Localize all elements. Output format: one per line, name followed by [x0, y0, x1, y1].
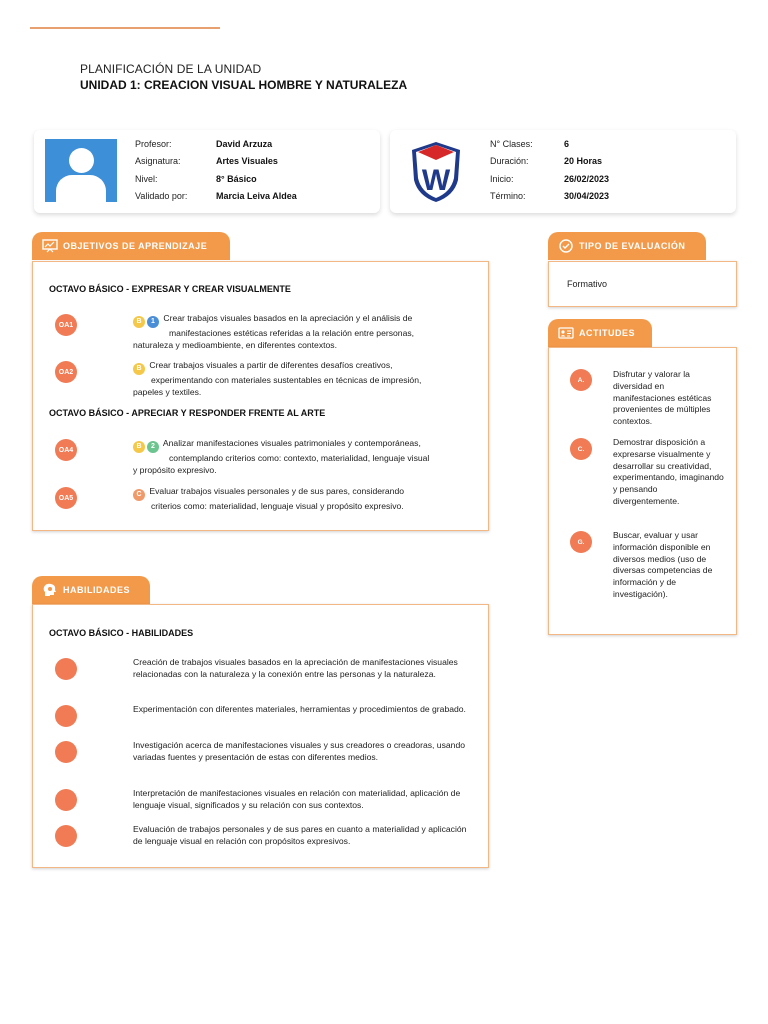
actitud-text: Buscar, evaluar y usar información disponible en diversos medios (uso de diversas competencias de información y de investigación). [613, 530, 713, 599]
actitudes-panel [548, 347, 737, 635]
page-title: PLANIFICACIÓN DE LA UNIDAD [80, 62, 262, 76]
oa-line: Analizar manifestaciones visuales patrimoniales y contemporáneas, [162, 438, 421, 448]
section-heading: OCTAVO BÁSICO - HABILIDADES [49, 628, 194, 638]
tab-actitudes [548, 319, 652, 347]
field-label: Profesor: [135, 139, 172, 149]
field-value: 20 Horas [564, 156, 603, 166]
tab-label: TIPO DE EVALUACIÓN [579, 241, 686, 251]
avatar-body [56, 175, 106, 202]
tab-label: ACTITUDES [579, 328, 635, 338]
logo-letter: W [421, 164, 451, 197]
habilidad-dot [55, 825, 77, 847]
tab-label: HABILIDADES [63, 585, 131, 595]
oa-line: Crear trabajos visuales basados en la apreciación y el análisis de [163, 313, 413, 323]
field-label: Validado por: [135, 191, 188, 201]
field-label: Asignatura: [135, 156, 181, 166]
habilidad-dot [55, 789, 77, 811]
objetivos-panel [32, 261, 489, 531]
chip-1: 1 [147, 316, 159, 328]
oa-description [133, 313, 483, 352]
habilidad-dot [55, 658, 77, 680]
habilidad-text: Experimentación con diferentes materiales, herramientas y procedimientos de grabado. [133, 704, 466, 714]
actitud-badge: A. [570, 369, 592, 391]
head-gear-icon [42, 583, 58, 597]
tab-objetivos [32, 232, 230, 260]
oa-badge: OA1 [55, 314, 77, 336]
field-value: 26/02/2023 [564, 174, 610, 184]
unit-info-card [390, 130, 736, 213]
user-silhouette-icon [45, 139, 117, 202]
tab-tipo-evaluacion [548, 232, 706, 260]
check-circle-icon [558, 239, 574, 253]
actitud-text: Demostrar disposición a expresarse visualmente y desarrollar su creatividad, experimentando, imaginando y pensando divergentemente. [613, 437, 724, 506]
field-value: David Arzuza [216, 139, 273, 149]
tab-label: OBJETIVOS DE APRENDIZAJE [63, 241, 208, 251]
oa-line: contemplando criterios como: contexto, materialidad, lenguaje visual [169, 452, 430, 463]
oa-line: naturaleza y medioambiente, en diferentes contextos. [133, 339, 337, 350]
field-label: Término: [490, 191, 526, 201]
oa-badge: OA2 [55, 361, 77, 383]
habilidad-dot [55, 741, 77, 763]
avatar-head [69, 148, 94, 173]
oa-line: experimentando con materiales sustentables en técnicas de impresión, [151, 374, 422, 385]
field-label: Duración: [490, 156, 529, 166]
actitud-badge: G. [570, 531, 592, 553]
field-label: N° Clases: [490, 139, 533, 149]
chip-c: C [133, 489, 145, 501]
evaluacion-panel [548, 261, 737, 307]
oa-line: y propósito expresivo. [133, 464, 217, 475]
actitud-text: Disfrutar y valorar la diversidad en manifestaciones estéticas provenientes de múltiples contextos. [613, 369, 712, 427]
chip-b: B [133, 363, 145, 375]
oa-badge: OA4 [55, 439, 77, 461]
section-heading: OCTAVO BÁSICO - APRECIAR Y RESPONDER FRENTE AL ARTE [49, 408, 326, 418]
oa-line: Crear trabajos visuales a partir de diferentes desafíos creativos, [149, 360, 393, 370]
unit-title: UNIDAD 1: CREACION VISUAL HOMBRE Y NATURALEZA [80, 78, 408, 92]
habilidad-dot [55, 705, 77, 727]
field-label: Nivel: [135, 174, 158, 184]
field-value: Marcia Leiva Aldea [216, 191, 297, 201]
presentation-board-icon [42, 239, 58, 253]
oa-description [133, 438, 483, 477]
field-value: 6 [564, 139, 570, 149]
id-card-icon [558, 326, 574, 340]
habilidades-panel [32, 604, 489, 868]
top-decorative-rule [30, 27, 220, 29]
tab-habilidades [32, 576, 150, 604]
habilidad-text: Evaluación de trabajos personales y de sus pares en cuanto a materialidad y aplicación de lenguaje visual en relación con propósitos expresivos. [133, 824, 467, 846]
oa-line: Evaluar trabajos visuales personales y de sus pares, considerando [149, 486, 405, 496]
teacher-info-card [34, 130, 380, 213]
oa-description [133, 360, 483, 399]
evaluacion-value: Formativo [567, 279, 608, 289]
field-label: Inicio: [490, 174, 514, 184]
oa-line: criterios como: materialidad, lenguaje visual y propósito expresivo. [151, 500, 404, 511]
oa-line: papeles y textiles. [133, 386, 202, 397]
habilidad-text: Creación de trabajos visuales basados en la apreciación de manifestaciones visuales relacionadas con la naturaleza y la conexión entre las personas y la naturaleza. [133, 657, 458, 679]
shield-w-logo [408, 140, 464, 204]
chip-2: 2 [147, 441, 159, 453]
field-value: Artes Visuales [216, 156, 278, 166]
oa-badge: OA5 [55, 487, 77, 509]
chip-b: B [133, 441, 145, 453]
oa-line: manifestaciones estéticas referidas a la relación entre personas, [169, 327, 415, 338]
section-heading: OCTAVO BÁSICO - EXPRESAR Y CREAR VISUALMENTE [49, 284, 291, 294]
oa-description [133, 486, 483, 513]
field-value: 30/04/2023 [564, 191, 610, 201]
actitud-badge: C. [570, 438, 592, 460]
habilidad-text: Interpretación de manifestaciones visuales en relación con materialidad, aplicación de lenguaje visual, significados y su relación con sus contextos. [133, 788, 461, 810]
habilidad-text: Investigación acerca de manifestaciones visuales y sus creadores o creadoras, usando variadas fuentes y presentación de estas con diferentes medios. [133, 740, 465, 762]
field-value: 8° Básico [216, 174, 257, 184]
chip-b: B [133, 316, 145, 328]
